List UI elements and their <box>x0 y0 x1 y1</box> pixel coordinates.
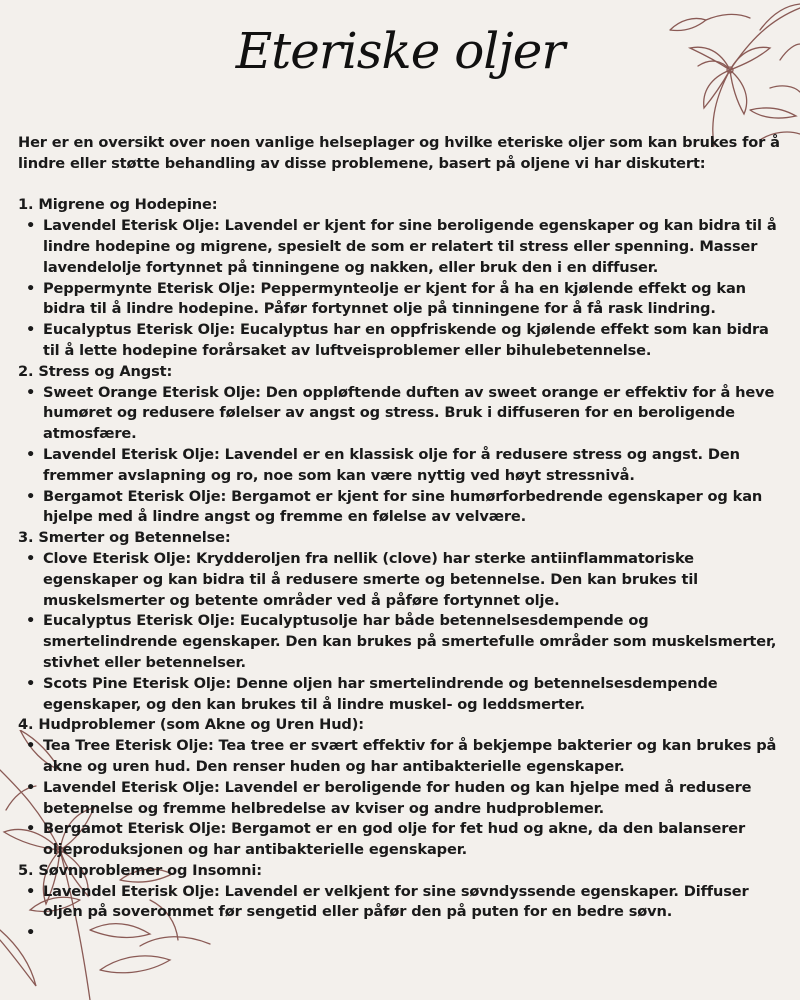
list-item: • Lavendel Eterisk Olje: Lavendel er en klassisk olje for å redusere stress og angst. Den fremmer avslapning og ro, noe som kan være nyttig ved høyt stressnivå. <box>43 445 780 487</box>
document-body <box>18 133 780 944</box>
bullet-list <box>18 736 780 861</box>
bullet-list <box>18 882 780 944</box>
bullet-list <box>18 216 780 362</box>
list-item: • Clove Eterisk Olje: Krydderoljen fra nellik (clove) har sterke antiinflammatoriske egenskaper og kan bidra til å redusere smerte og betennelse. Den kan brukes til muskelsmerter og betente områder ved å påføre fortynnet olje. <box>43 549 780 611</box>
list-item: • Lavendel Eterisk Olje: Lavendel er velkjent for sine søvndyssende egenskaper. Diffuser oljen på soverommet før sengetid eller påfør den på puten for en bedre søvn. <box>43 882 780 924</box>
section-stress <box>18 362 780 528</box>
list-item: • Bergamot Eterisk Olje: Bergamot er kjent for sine humørforbedrende egenskaper og kan hjelpe med å lindre angst og fremme en følelse av velvære. <box>43 487 780 529</box>
bullet-list <box>18 383 780 529</box>
section-heading: 2. Stress og Angst: <box>18 362 173 380</box>
section-hud <box>18 715 780 861</box>
list-item: • Sweet Orange Eterisk Olje: Den oppløftende duften av sweet orange er effektiv for å heve humøret og redusere følelser av angst og stress. Bruk i diffuseren for en beroligende atmosfære. <box>43 383 780 445</box>
section-heading: 1. Migrene og Hodepine: <box>18 196 218 214</box>
section-heading: 3. Smerter og Betennelse: <box>18 529 231 547</box>
section-heading: 5. Søvnproblemer og Insomni: <box>18 861 262 879</box>
section-heading: 4. Hudproblemer (som Akne og Uren Hud): <box>18 716 364 734</box>
list-item: • Eucalyptus Eterisk Olje: Eucalyptusolje har både betennelsesdempende og smertelindrende egenskaper. Den kan brukes på smertefulle områder som muskelsmerter, stivhet eller betennelser. <box>43 611 780 673</box>
page-title: Eteriske oljer <box>235 22 565 80</box>
list-item: • Scots Pine Eterisk Olje: Denne oljen har smertelindrende og betennelsesdempende egenskaper, og den kan brukes til å lindre muskel- og leddsmerter. <box>43 674 780 716</box>
list-item: • Lavendel Eterisk Olje: Lavendel er beroligende for huden og kan hjelpe med å redusere betennelse og fremme helbredelse av kviser og andre hudproblemer. <box>43 778 780 820</box>
list-item: • Peppermynte Eterisk Olje: Peppermynteolje er kjent for å ha en kjølende effekt og kan bidra til å lindre hodepine. Påfør fortynnet olje på tinningene for å få rask lindring. <box>43 279 780 321</box>
list-item: • Eucalyptus Eterisk Olje: Eucalyptus har en oppfriskende og kjølende effekt som kan bidra til å lette hodepine forårsaket av luftveisproblemer eller bihulebetennelse. <box>43 320 780 362</box>
intro-paragraph: Her er en oversikt over noen vanlige helseplager og hvilke eteriske oljer som kan brukes for å lindre eller støtte behandling av disse problemene, basert på oljene vi har diskutert: <box>18 134 780 172</box>
section-smerter <box>18 528 780 715</box>
list-item: • Bergamot Eterisk Olje: Bergamot er en god olje for fet hud og akne, da den balanserer oljeproduksjonen og har antibakterielle egenskaper. <box>43 819 780 861</box>
section-sovn <box>18 861 780 944</box>
section-migrene <box>18 195 780 361</box>
list-item: • Tea Tree Eterisk Olje: Tea tree er svært effektiv for å bekjempe bakterier og kan brukes på akne og uren hud. Den renser huden og har antibakterielle egenskaper. <box>43 736 780 778</box>
list-item: • Lavendel Eterisk Olje: Lavendel er kjent for sine beroligende egenskaper og kan bidra til å lindre hodepine og migrene, spesielt de som er relatert til stress eller spenning. Masser lavendelolje fortynnet på tinningene og nakken, eller bruk den i en diffuser. <box>43 216 780 278</box>
empty-list-item <box>43 923 780 944</box>
bullet-list <box>18 549 780 715</box>
